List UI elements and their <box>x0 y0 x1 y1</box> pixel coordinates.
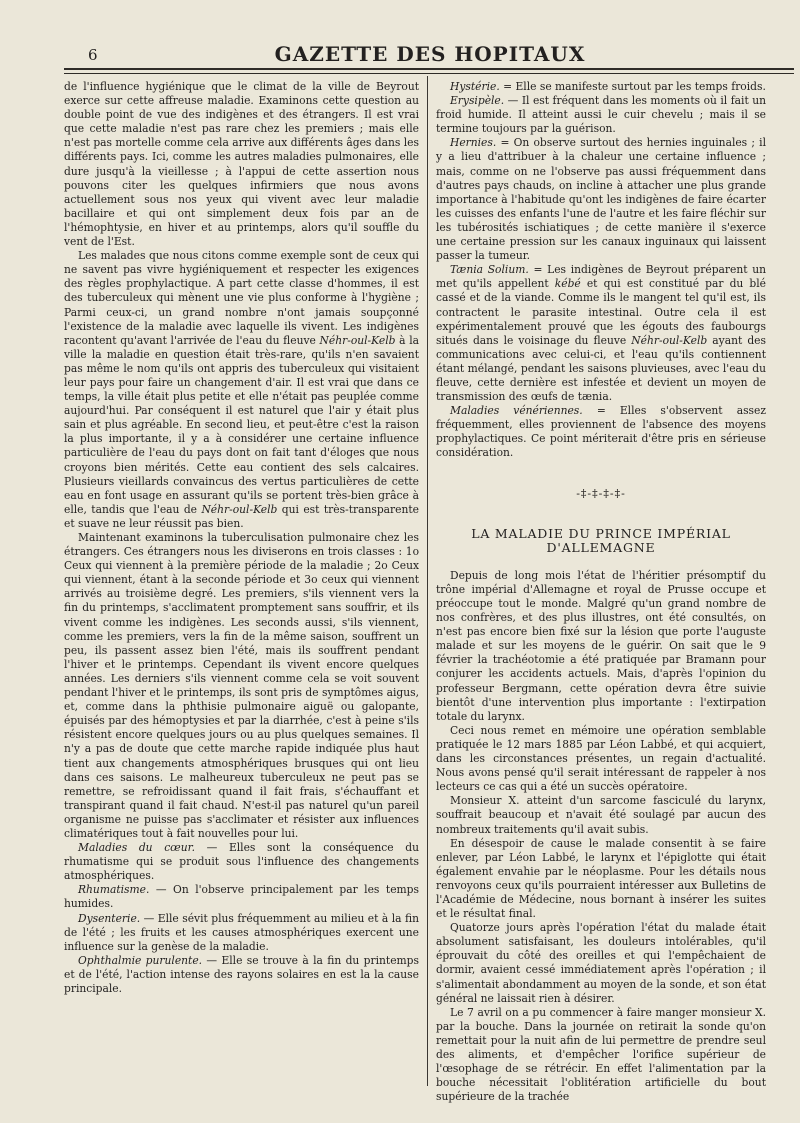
paragraph-rheumatism: Rhumatisme. — On l'observe principalement par les temps humides. <box>64 883 419 911</box>
page-number: 6 <box>88 46 98 64</box>
paragraph-hernias: Hernies. = On observe surtout des hernies inguinales ; il y a lieu d'attribuer à la chaleur une certaine influence ; mais, comme on ne l'observe pas aussi fréquemment dans d'autres pays chauds, on incline à attacher une plus grande importance à l'habitude qu'ont les indigènes de faire écarter les cuisses des enfants l'une de l'autre et les faire fléchir sur les tubérosités ischiatiques ; de cette manière il s'exerce une certaine pression sur les canaux inguinaux qui laissent passer la tumeur. <box>436 136 766 263</box>
paragraph-heart-disease: Maladies du cœur. — Elles sont la conséquence du rhumatisme qui se produit sous l'influence des changements atmosphériques. <box>64 841 419 883</box>
paragraph-ophthalmia: Ophthalmie purulente. — Elle se trouve à la fin du printemps et de l'été, l'action intense des rayons solaires en est la la cause principale. <box>64 953 419 995</box>
paragraph-tuberculosis-strangers: Maintenant examinons la tuberculisation pulmonaire chez les étrangers. Ces étrangers nous les diviserons en trois classes : 1o Ceux qui viennent à la première période de la maladie ; 2o Ceux qui viennent, étant à la seconde période et 3o ceux qui viennent arrivés au troisième degré. Les premiers, s'ils viennent vers la fin du printemps, s'acclimatent promptement sans souffrir, et ils vivent comme les indigènes. Les seconds aussi, s'ils viennent, comme les premiers, vers la fin de la même saison, souffrent un peu, ils passent assez bien l'été, mais ils souffrent pendant l'hiver et le printemps. Cependant ils vivent encore quelques années. Les derniers s'ils viennent comme cela se voit souvent pendant l'hiver et le printemps, ils sont pris de symptômes aigus, et, comme dans la phthisie pulmonaire aiguë ou galopante, épuisés par des hémoptysies et par la diarrhée, c'est à peine s'ils résistent encore quelques jours ou au plus quelques semaines. Il n'y a pas de doute que cette marche rapide indiquée plus haut tient aux changements atmosphériques brusques qui ont lieu dans ces saisons. Le malheureux tuberculeux ne peut pas se remettre, se refroidissant quand il fait frais, s'échauffant et transpirant quand il fait chaud. N'est-il pas naturel qu'un pareil organisme ne puisse pas s'acclimater et résister aux influences climatériques tout à fait nouvelles pour lui. <box>64 531 419 840</box>
paragraph-despair: En désespoir de cause le malade consentit à se faire enlever, par Léon Labbé, le larynx et l'épiglotte qui était également envahie par le néoplasme. Pour les détails nous renvoyons ceux qu'ils pourraient intéresser aux Bulletins de l'Académie de Médecine, nous bornant à insérer les suites et le résultat final. <box>436 836 766 921</box>
paragraph-labbe-operation: Ceci nous remet en mémoire une opération semblable pratiquée le 12 mars 1885 par Léon Labbé, et qui acquiert, dans les circonstances présentes, un regain d'actualité. Nous avons pensé qu'il serait intéressant de rappeler à nos lecteurs ce cas qui a été un succès opératoire. <box>436 723 766 794</box>
section-title: LA MALADIE DU PRINCE IMPÉRIAL D'ALLEMAGNE <box>471 525 731 555</box>
paragraph-dysentery: Dysenterie. — Elle sévit plus fréquemment au milieu et à la fin de l'été ; les fruits et les causes atmosphériques exercent une influence sur la genèse de la maladie. <box>64 911 419 953</box>
column-divider <box>427 76 428 1086</box>
paragraph-tuberculosis-indigenes: Les malades que nous citons comme exemple sont de ceux qui ne savent pas vivre hygiéniquement et respecter les exigences des règles prophylactique. A part cette classe d'hommes, il est des tuberculeux qui mènent une vie plus conforme à l'hygiène ; Parmi ceux-ci, un grand nombre n'ont jamais soupçonné l'existence de la maladie avec laquelle ils vivent. Les indigènes racontent qu'avant l'arrivée de l'eau du fleuve Néhr-oul-Kelb à la ville la maladie en question était très-rare, qu'ils n'en savaient pas même le nom qu'ils ont appris des tuberculeux qui visitaient leur pays pour faire un changement d'air. Il est vrai que dans ce temps, la ville était plus petite et elle n'était pas peuplée comme aujourd'hui. Par conséquent il est naturel que l'air y était plus sain et plus agréable. En second lieu, et peut-être c'est la raison la plus importante, il y a à considérer une certaine influence particulière de l'eau du pays dont on fait tant d'éloges que nous croyons bien mérités. Cette eau contient des sels calcaires. Plusieurs vieillards convaincus des vertus particulières de cette eau en font usage en assurant qu'ils se portent très-bien grâce à elle, tandis que l'eau de Néhr-oul-Kelb qui est très-transparente et suave ne leur réussit pas bien. <box>64 249 419 530</box>
paragraph-fourteen-days: Quatorze jours après l'opération l'état du malade était absolument satisfaisant, les douleurs intolérables, qu'il éprouvait du côté des oreilles et qui l'empêchaient de dormir, avaient cessé immédiatement après l'opération ; il s'alimentait abondamment au moyen de la sonde, et son état général ne laissait rien à désirer. <box>436 921 766 1005</box>
paragraph-prince-state: Depuis de long mois l'état de l'héritier présomptif du trône impérial d'Allemagne et royal de Prusse occupe et préoccupe tout le monde. Malgré qu'un grand nombre de nos confrères, et des plus illustres, ont été consultés, on n'est pas encore bien fixé sur la lésion que porte l'auguste malade et sur les moyens de le guérir. On sait que le 9 février la trachéotomie a été pratiquée par Bramann pour conjurer les accidents actuels. Mais, d'après l'opinion du professeur Bergmann, cette opération devra être suivie bientôt d'une intervention plus importante : l'extirpation totale du larynx. <box>436 568 766 723</box>
left-column <box>64 80 419 996</box>
masthead-title: GAZETTE DES HOPITAUX <box>274 42 586 66</box>
header-rule-thin <box>64 73 794 74</box>
paragraph-climate: de l'influence hygiénique que le climat de la ville de Beyrout exerce sur cette affreuse maladie. Examinons cette question au double point de vue des indigènes et des étrangers. Il est vrai que cette maladie n'est pas rare chez les premiers ; mais elle n'est pas mortelle comme cela arrive aux différents âges dans les différents pays. Ici, comme les autres maladies pulmonaires, elle dure jusqu'à la vieillesse ; à l'appui de cette assertion nous pouvons citer les quelques infirmiers que nous avons actuellement sous nos yeux qui vivent avec leur maladie bacillaire et qui ont simplement deux fois par an de l'hémophtysie, en hiver et au printemps, alors qu'il souffle du vent de l'Est. <box>64 80 419 249</box>
paragraph-erysipelas: Erysipèle. — Il est fréquent dans les moments où il fait un froid humide. Il atteint aussi le cuir chevelu ; mais il se termine toujours par la guérison. <box>436 94 766 136</box>
right-column <box>436 80 766 1104</box>
paragraph-venereal: Maladies vénériennes. = Elles s'observent assez fréquemment, elles proviennent de l'absence des moyens prophylactiques. Ce point mériterait d'être pris en sérieuse considération. <box>436 404 766 460</box>
paragraph-april-seventh: Le 7 avril on a pu commencer à faire manger monsieur X. par la bouche. Dans la journée on retirait la sonde qu'on remettait pour la nuit afin de lui permettre de prendre seul des aliments, et d'empêcher l'orifice supérieur de l'œsophage de se rétrécir. En effet l'alimentation par la bouche nécessitait l'oblitération artificielle du bout supérieure de la trachée <box>436 1005 766 1104</box>
paragraph-taenia: Tænia Solium. = Les indigènes de Beyrout préparent un met qu'ils appellent kébé et qui est constitué par du blé cassé et de la viande. Comme ils le mangent tel qu'il est, ils contractent le parasite intestinal. Outre cela il est expérimentalement prouvé que les égouts des faubourgs situés dans le voisinage du fleuve Néhr-oul-Kelb ayant des communications avec celui-ci, et l'eau qu'ils contiennent étant mélangé, pendant les saisons pluvieuses, avec l'eau du fleuve, cette dernière est infestée et devient un moyen de transmission des œufs de tænia. <box>436 263 767 404</box>
paragraph-sarcoma: Monsieur X. atteint d'un sarcome fasciculé du larynx, souffrait beaucoup et n'avait été soulagé par aucun des nombreux traitements qu'il avait subis. <box>436 794 766 836</box>
section-divider-ornament: -‡-‡-‡-‡- <box>576 486 626 500</box>
header-rule <box>64 68 794 70</box>
paragraph-hysteria: Hystérie. = Elle se manifeste surtout par les temps froids. <box>450 80 766 93</box>
